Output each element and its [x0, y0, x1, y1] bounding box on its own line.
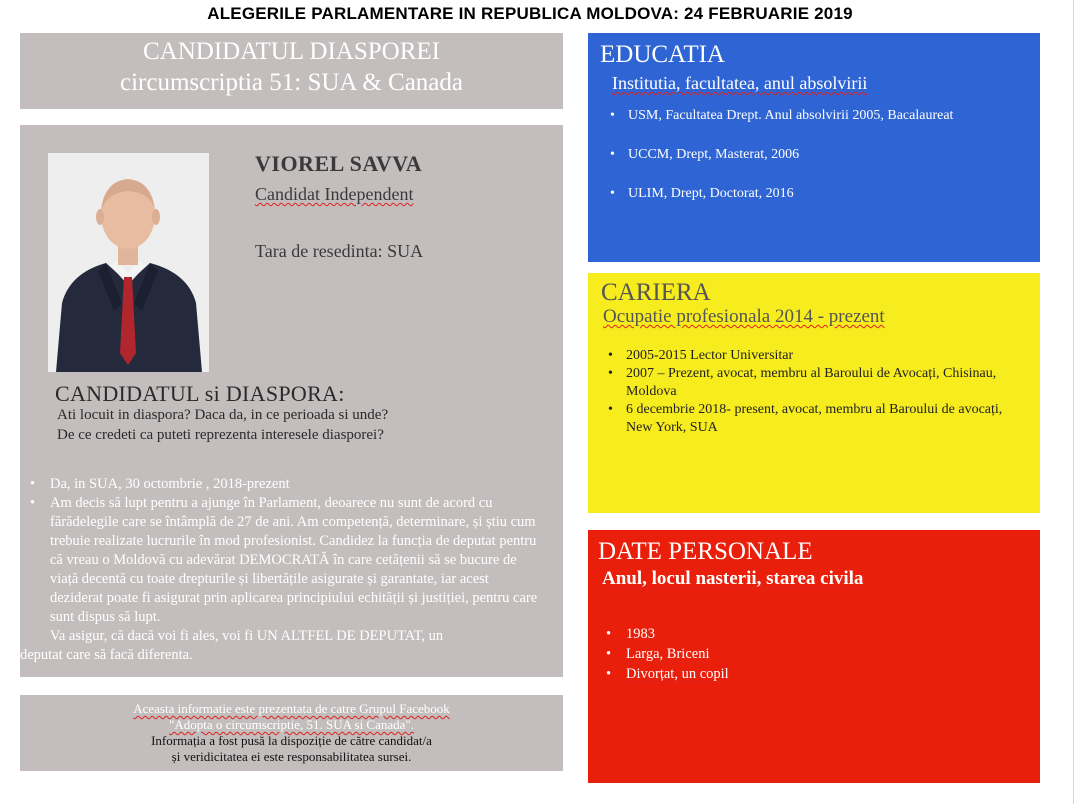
candidate-residence: Tara de resedinta: SUA [255, 241, 424, 261]
education-title: EDUCATIA [600, 41, 725, 68]
education-subtitle: Institutia, facultatea, anul absolvirii [612, 73, 868, 93]
personal-item: • 1983 [604, 624, 729, 644]
info-line-3: Informația a fost pusă la dispoziție de către candidat/a [151, 733, 432, 748]
answer-tail-continued: deputat care să facă diferenta. [20, 647, 193, 663]
info-line-1: Aceasta informatie este prezentata de catre Grupul Facebook [133, 701, 450, 716]
education-panel [588, 33, 1040, 262]
source-info-panel [20, 695, 563, 771]
education-item: • UCCM, Drept, Masterat, 2006 [608, 146, 1028, 163]
personal-list [604, 624, 729, 684]
header-line-candidate: CANDIDATUL DIASPOREI [143, 38, 440, 65]
answer-item: • Am decis să lupt pentru a ajunge în Parlament, deoarece nu sunt de acord cu fărădelegile care se întâmplă de 27 de ani. Am competență, determinare, și știu cum trebuie realizate lucrurile în mod profesionist. Candidez la funcția de deputat pentru că vreau o Moldovă cu adevărat DEMOCRATĂ în care cetățenii să se bucure de viață decentă cu toate drepturile și libertățile asigurate și garantate, iar acest deziderat poate fi asigurat prin aplicarea principiului echității și justiției, pentru care sunt dispus să lupt. [30, 494, 538, 627]
career-item: • 2007 – Prezent, avocat, membru al Baroului de Avocați, Chisinau, Moldova [606, 365, 1032, 401]
info-line-2: "Adopta o circumscriptie, 51. SUA si Canada". [169, 717, 414, 732]
career-item: • 2005-2015 Lector Universitar [606, 347, 1032, 365]
answers-list [30, 475, 538, 627]
career-subtitle: Ocupatie profesionala 2014 - prezent [603, 306, 885, 327]
candidate-profile-panel [20, 125, 563, 677]
answer-item: • Da, in SUA, 30 octombrie , 2018-prezent [30, 475, 538, 494]
diaspora-heading: CANDIDATUL si DIASPORA: [55, 381, 345, 406]
diaspora-question-1: Ati locuit in diaspora? Daca da, in ce perioada si unde? [57, 407, 389, 423]
career-panel [588, 273, 1040, 513]
education-item: • USM, Facultatea Drept. Anul absolvirii 2005, Bacalaureat [608, 107, 1028, 124]
header-line-circumscription: circumscriptia 51: SUA & Canada [120, 69, 463, 96]
candidate-header-panel [20, 33, 563, 109]
personal-subtitle: Anul, locul nasterii, starea civila [602, 568, 864, 589]
info-line-4: și veridicitatea ei este responsabilitatea sursei. [171, 749, 412, 764]
personal-data-panel [588, 530, 1040, 783]
career-list [606, 347, 1032, 437]
personal-item: • Larga, Briceni [604, 644, 729, 664]
career-title: CARIERA [601, 279, 711, 306]
answer-tail: Va asigur, că dacă voi fi ales, voi fi UN ALTFEL DE DEPUTAT, un [50, 628, 444, 644]
personal-item: • Divorțat, un copil [604, 664, 729, 684]
page-title: ALEGERILE PARLAMENTARE IN REPUBLICA MOLDOVA: 24 FEBRUARIE 2019 [207, 4, 853, 23]
candidate-portrait-icon [48, 153, 209, 372]
candidate-status: Candidat Independent [255, 184, 414, 204]
career-item: • 6 decembrie 2018- present, avocat, membru al Baroului de avocați, New York, SUA [606, 401, 1032, 437]
education-list [608, 107, 1028, 224]
diaspora-question-2: De ce credeti ca puteti reprezenta interesele diasporei? [57, 427, 384, 443]
page-edge-divider [1073, 0, 1074, 804]
diaspora-answers [20, 475, 538, 665]
education-item: • ULIM, Drept, Doctorat, 2016 [608, 185, 1028, 202]
candidate-photo [48, 153, 209, 372]
candidate-name: VIOREL SAVVA [255, 151, 423, 176]
personal-title: DATE PERSONALE [598, 538, 813, 565]
